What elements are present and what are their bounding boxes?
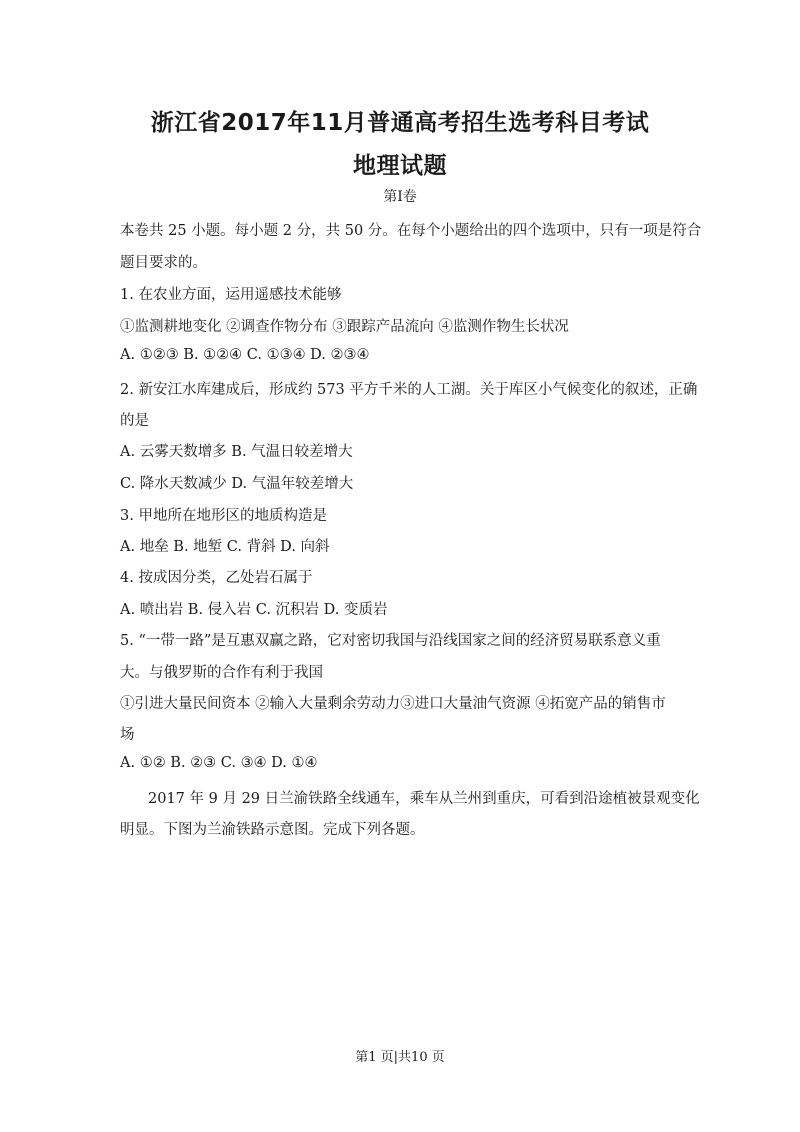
intro-line-1: 本卷共 25 小题。每小题 2 分，共 50 分。在每个小题给出的四个选项中，只有一项是符合: [120, 223, 702, 239]
volume-label: 第Ⅰ卷: [383, 189, 417, 205]
q3-stem: 3. 甲地所在地形区的地质构造是: [120, 508, 327, 524]
q1-stem: 1. 在农业方面，运用遥感技术能够: [120, 287, 342, 303]
q5-options: A. ①② B. ②③ C. ③④ D. ①④: [120, 755, 318, 771]
q5-stem: 5. “一带一路”是互惠双赢之路，它对密切我国与沿线国家之间的经济贸易联系意义重: [120, 633, 661, 649]
q3-options: A. 地垒 B. 地堑 C. 背斜 D. 向斜: [120, 539, 330, 555]
q2-options-row-1: A. 云雾天数增多 B. 气温日较差增大: [120, 444, 353, 460]
q1-items: ①监测耕地变化 ②调查作物分布 ③跟踪产品流向 ④监测作物生长状况: [120, 319, 569, 335]
q5-stem-cont: 大。与俄罗斯的合作有利于我国: [120, 665, 323, 681]
q4-stem: 4. 按成因分类，乙处岩石属于: [120, 570, 313, 586]
q2-stem: 2. 新安江水库建成后，形成约 573 平方千米的人工湖。关于库区小气候变化的叙述，正确: [120, 382, 698, 398]
passage-line-1: 2017 年 9 月 29 日兰渝铁路全线通车，乘车从兰州到重庆，可看到沿途植被景观变化: [148, 791, 700, 807]
exam-subtitle: 地理试题: [353, 153, 447, 179]
q5-items: ①引进大量民间资本 ②输入大量剩余劳动力③进口大量油气资源 ④拓宽产品的销售市: [120, 696, 666, 712]
q5-items-cont: 场: [120, 727, 135, 743]
q2-stem-cont: 的是: [120, 413, 149, 429]
q1-options: A. ①②③ B. ①②④ C. ①③④ D. ②③④: [120, 347, 370, 363]
exam-title: 浙江省2017年11月普通高考招生选考科目考试: [150, 110, 650, 136]
intro-line-2: 题目要求的。: [120, 255, 207, 271]
q2-options-row-2: C. 降水天数减少 D. 气温年较差增大: [120, 476, 354, 492]
q4-options: A. 喷出岩 B. 侵入岩 C. 沉积岩 D. 变质岩: [120, 602, 388, 618]
page-footer: 第1 页|共10 页: [355, 1050, 445, 1065]
passage-line-2: 明显。下图为兰渝铁路示意图。完成下列各题。: [120, 822, 425, 838]
